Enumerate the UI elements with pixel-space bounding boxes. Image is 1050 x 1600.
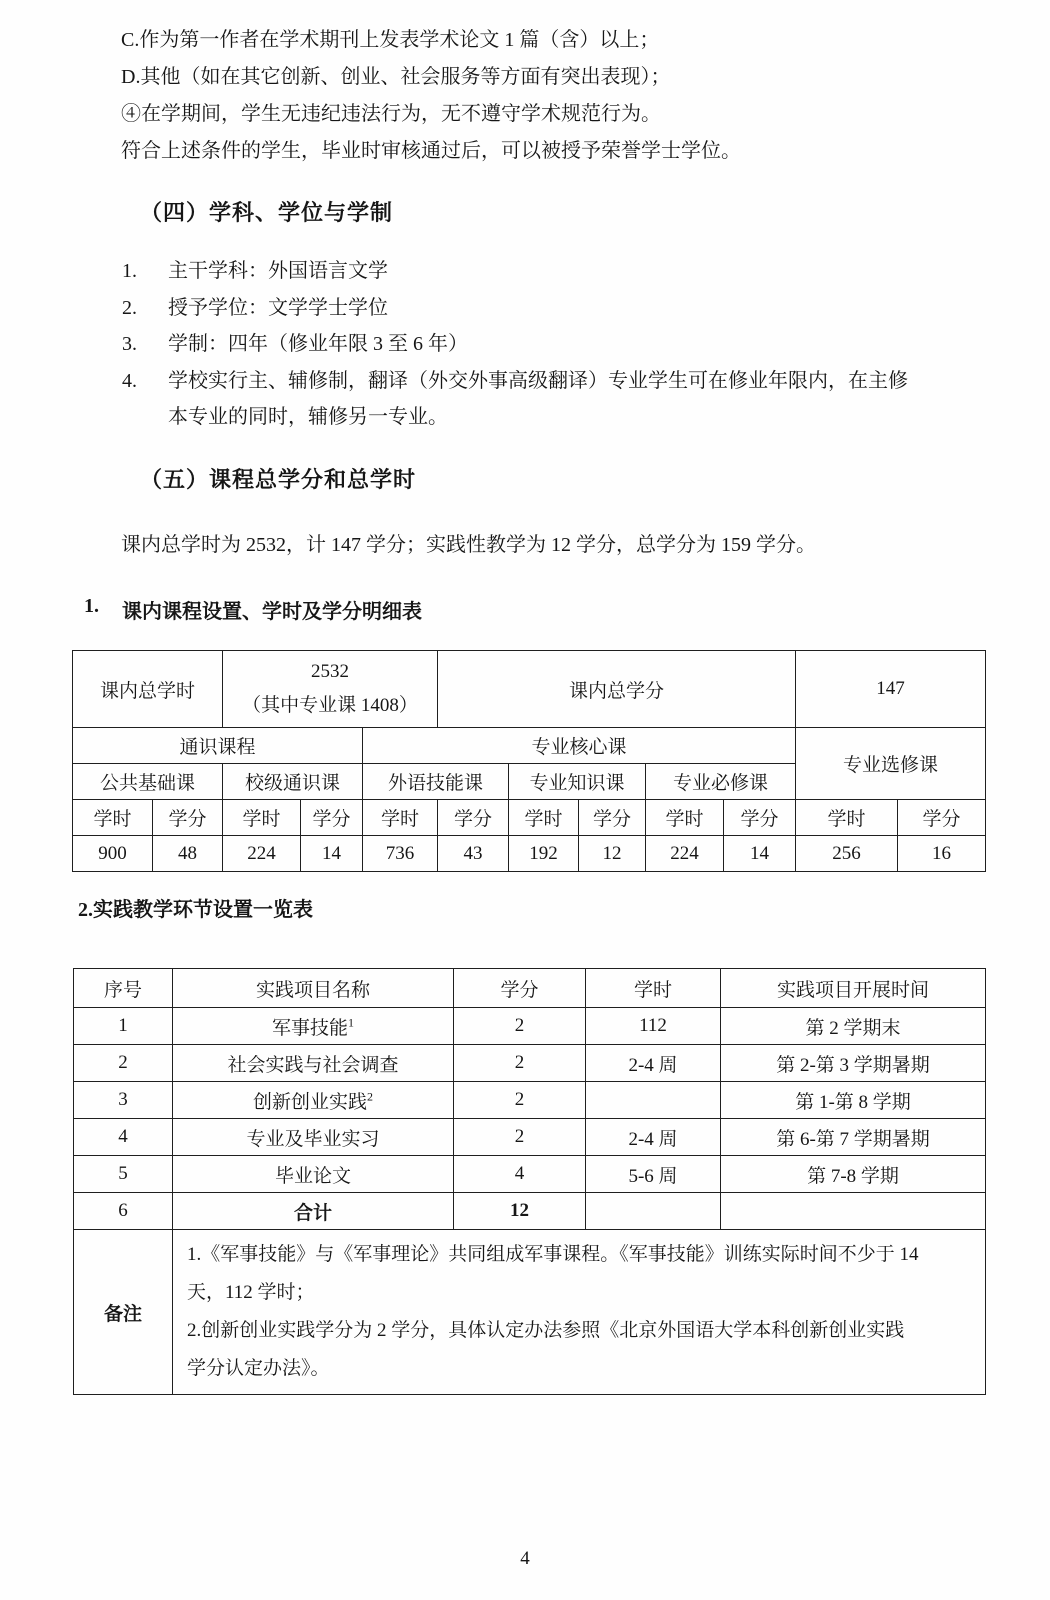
time-cell: 第 2-第 3 学期暑期 [721,1045,986,1082]
column-header: 实践项目开展时间 [721,969,986,1008]
value-cell: 736 [363,836,438,872]
project-name: 社会实践与社会调查 [173,1045,454,1082]
value-cell: 43 [438,836,509,872]
list-item-text: 学校实行主、辅修制，翻译（外交外事高级翻译）专业学生可在修业年限内，在主修本专业的同时，辅修另一专业。 [168,369,908,428]
table-row [74,1008,986,1045]
value-cell: 900 [73,836,153,872]
value-cell: 16 [898,836,986,872]
value-cell: 224 [223,836,301,872]
table1-caption-text: 课内课程设置、学时及学分明细表 [122,601,422,623]
table2-caption: 2.实践教学环节设置一览表 [78,899,313,921]
column-header: 学分 [454,969,586,1008]
table-row [74,1082,986,1119]
section-five-paragraph: 课内总学时为 2532，计 147 学分；实践性教学为 12 学分，总学分为 159 学分。 [121,534,816,556]
hours-cell: 5-6 周 [586,1156,721,1193]
credits-cell: 2 [454,1119,586,1156]
value-cell: 224 [646,836,724,872]
unit-credits-header: 学分 [153,800,223,836]
intro-line: ④在学期间，学生无违纪违法行为，无不遵守学术规范行为。 [121,103,661,125]
table-row [74,1119,986,1156]
group-elective: 专业选修课 [796,728,986,800]
list-item-number: 4. [122,369,137,392]
total-row [74,1193,986,1230]
remark-label: 备注 [74,1230,173,1395]
row-number: 1 [74,1008,173,1045]
intro-paragraph [121,22,741,170]
list-item-number: 2. [122,296,137,319]
intro-line: 符合上述条件的学生，毕业时审核通过后，可以被授予荣誉学士学位。 [121,140,741,162]
footnote-marker: 2 [367,1089,373,1104]
list-item [122,363,922,436]
remark-note: 1.《军事技能》与《军事理论》共同组成军事课程。《军事技能》训练实际时间不少于 14 天，112 学时； [187,1244,919,1303]
unit-hours-header: 学时 [796,800,898,836]
total-label: 合计 [173,1193,454,1230]
list-item-text: 学制：四年（修业年限 3 至 6 年） [168,333,468,355]
row-number: 3 [74,1082,173,1119]
row-number: 4 [74,1119,173,1156]
total-hours-value: 2532 [311,661,350,682]
total-hours-label: 课内总学时 [73,651,223,728]
hours-cell [586,1193,721,1230]
value-cell: 12 [579,836,646,872]
column-header: 实践项目名称 [173,969,454,1008]
remark-note: 2.创新创业实践学分为 2 学分，具体认定办法参照《北京外国语大学本科创新创业实践学分认定办法》。 [187,1320,905,1379]
time-cell: 第 7-8 学期 [721,1156,986,1193]
value-cell: 14 [724,836,796,872]
total-hours-note: （其中专业课 1408） [242,695,418,716]
remark-body [173,1230,986,1395]
subgroup: 专业必修课 [646,764,796,800]
table1-caption-number: 1. [84,595,99,617]
unit-credits-header: 学分 [724,800,796,836]
list-item-number: 3. [122,333,137,355]
credits-cell: 2 [454,1082,586,1119]
section-five-title: （五）课程总学分和总学时 [140,467,417,492]
unit-hours-header: 学时 [646,800,724,836]
list-item [122,290,922,327]
row-number: 6 [74,1193,173,1230]
page-number: 4 [520,1548,530,1569]
time-cell: 第 1-第 8 学期 [721,1082,986,1119]
unit-credits-header: 学分 [898,800,986,836]
hours-cell: 2-4 周 [586,1045,721,1082]
hours-cell: 2-4 周 [586,1119,721,1156]
intro-line: C.作为第一作者在学术期刊上发表学术论文 1 篇（含）以上； [121,29,660,51]
total-credits: 12 [454,1193,586,1230]
credits-cell: 2 [454,1008,586,1045]
time-cell [721,1193,986,1230]
list-item-text: 授予学位：文学学士学位 [168,296,388,319]
group-core: 专业核心课 [363,728,796,764]
list-item-text: 主干学科：外国语言文学 [168,260,388,282]
value-cell: 256 [796,836,898,872]
hours-cell: 112 [586,1008,721,1045]
remark-row [74,1230,986,1395]
row-number: 5 [74,1156,173,1193]
project-name: 创新创业实践$^2$ [173,1082,454,1119]
section-four-list [122,253,922,436]
course-hours-credits-table [72,650,986,872]
subgroup: 公共基础课 [73,764,223,800]
subgroup: 专业知识课 [509,764,646,800]
intro-line: D.其他（如在其它创新、创业、社会服务等方面有突出表现）； [121,66,671,88]
project-name: 毕业论文 [173,1156,454,1193]
subgroup: 外语技能课 [363,764,509,800]
project-name: 军事技能$^1$ [173,1008,454,1045]
total-hours-value-cell [223,651,438,728]
table-row [74,1045,986,1082]
list-item [122,326,922,363]
unit-credits-header: 学分 [301,800,363,836]
unit-credits-header: 学分 [579,800,646,836]
unit-credits-header: 学分 [438,800,509,836]
value-cell: 48 [153,836,223,872]
unit-hours-header: 学时 [509,800,579,836]
total-credits-label: 课内总学分 [438,651,796,728]
column-header: 序号 [74,969,173,1008]
time-cell: 第 6-第 7 学期暑期 [721,1119,986,1156]
section-four-title: （四）学科、学位与学制 [140,200,394,225]
value-cell: 192 [509,836,579,872]
table-row [74,1156,986,1193]
list-item [122,253,922,290]
row-number: 2 [74,1045,173,1082]
column-header: 学时 [586,969,721,1008]
project-name: 专业及毕业实习 [173,1119,454,1156]
unit-hours-header: 学时 [223,800,301,836]
credits-cell: 2 [454,1045,586,1082]
practice-teaching-table [73,968,986,1395]
total-credits-value: 147 [796,651,986,728]
unit-hours-header: 学时 [363,800,438,836]
unit-hours-header: 学时 [73,800,153,836]
subgroup: 校级通识课 [223,764,363,800]
table1-caption [84,595,422,624]
value-cell: 14 [301,836,363,872]
list-item-number: 1. [122,260,137,282]
credits-cell: 4 [454,1156,586,1193]
group-general: 通识课程 [73,728,363,764]
hours-cell [586,1082,721,1119]
time-cell: 第 2 学期末 [721,1008,986,1045]
footnote-marker: 1 [348,1015,354,1030]
